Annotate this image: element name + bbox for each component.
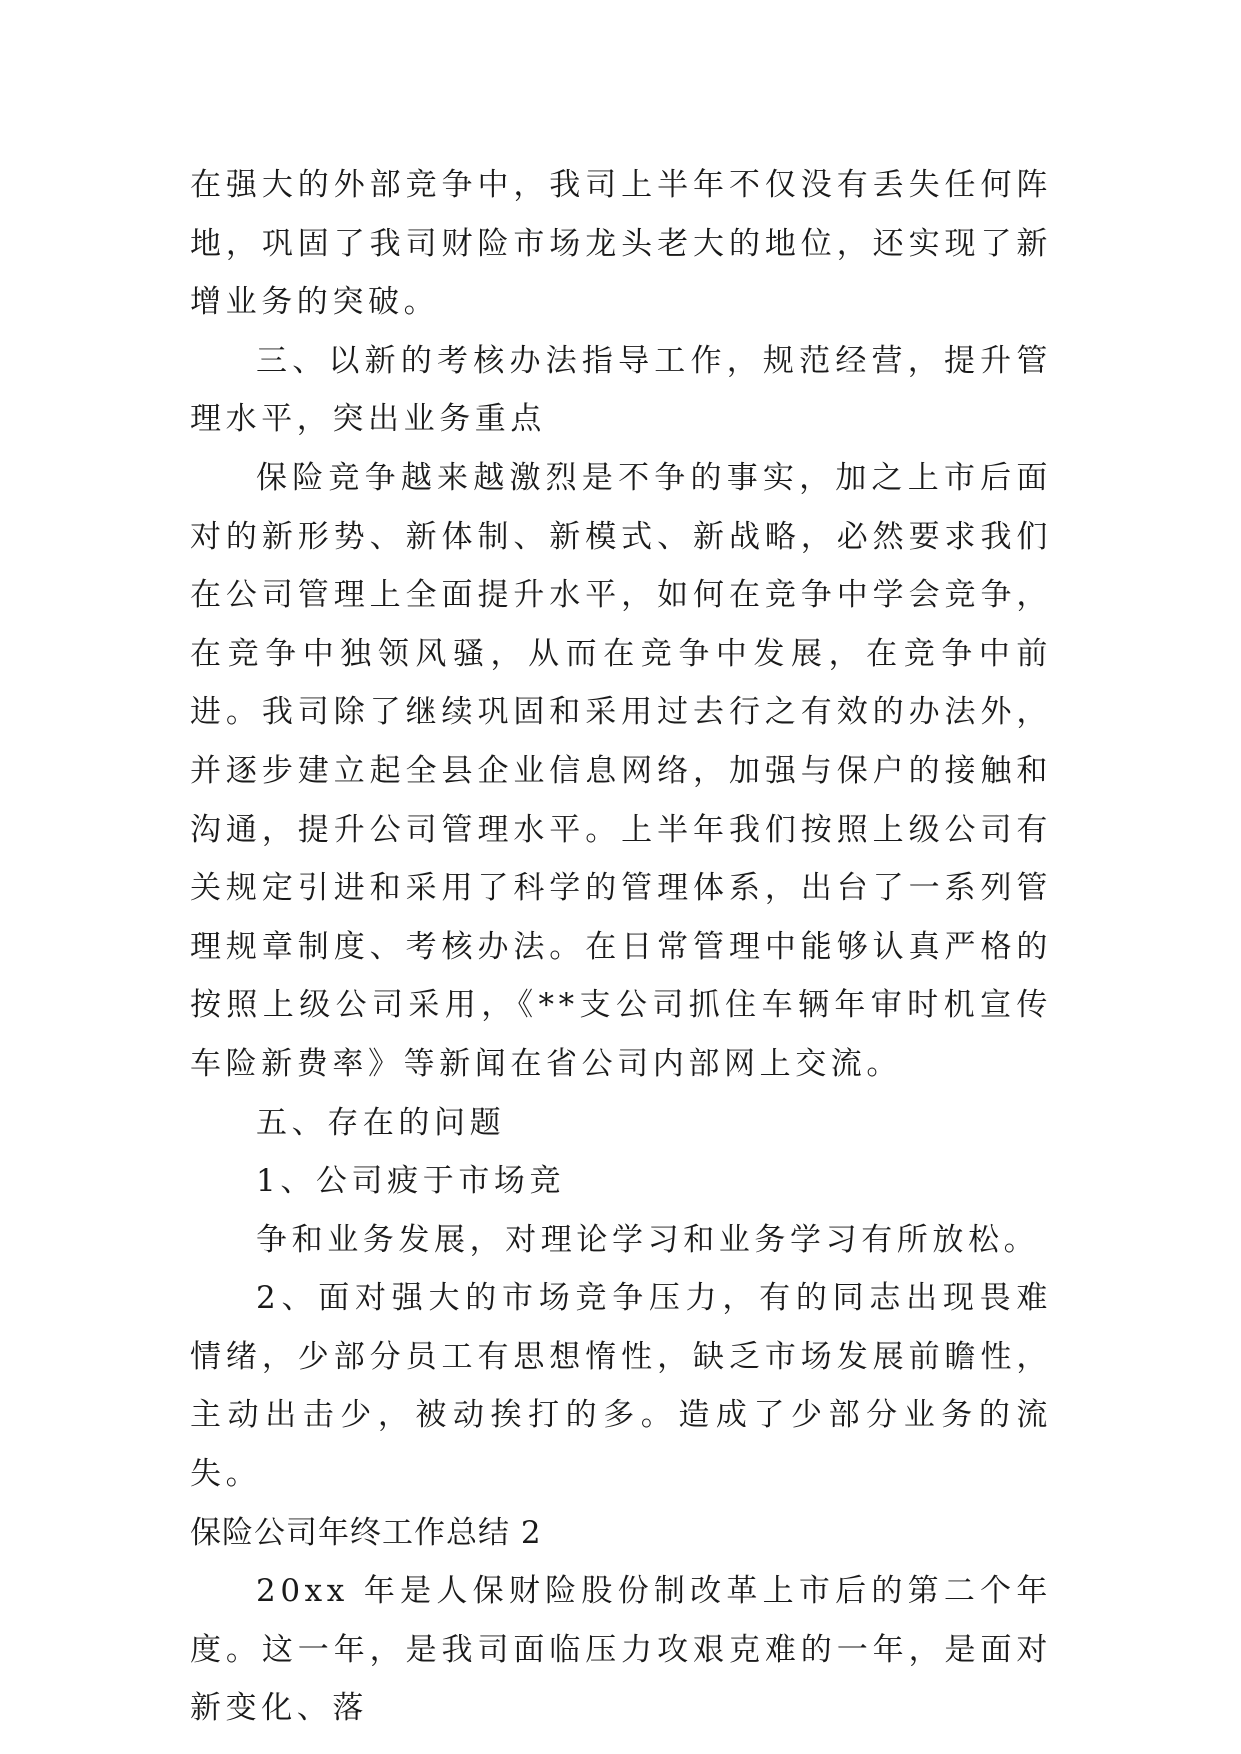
document-body: [190, 156, 1052, 1738]
paragraph-market-position: 在强大的外部竞争中，我司上半年不仅没有丢失任何阵地，巩固了我司财险市场龙头老大的地位，还实现了新增业务的突破。: [190, 167, 1052, 321]
section-title: 保险公司年终工作总结 2: [190, 1514, 542, 1551]
heading-section-three: 三、以新的考核办法指导工作，规范经营，提升管理水平，突出业务重点: [190, 342, 1052, 438]
paragraph-annual-intro: 20xx 年是人保财险股份制改革上市后的第二个年度。这一年，是我司面临压力攻艰克难的一年，是面对新变化、落: [190, 1573, 1052, 1727]
list-item-issue-1-cont: 争和业务发展，对理论学习和业务学习有所放松。: [256, 1221, 1040, 1258]
paragraph-management: 保险竞争越来越激烈是不争的事实，加之上市后面对的新形势、新体制、新模式、新战略，必然要求我们在公司管理上全面提升水平，如何在竞争中学会竞争，在竞争中独领风骚，从而在竞争中发展，在竞争中前进。我司除了继续巩固和采用过去行之有效的办法外，并逐步建立起全县企业信息网络，加强与保户的接触和沟通，提升公司管理水平。上半年我们按照上级公司有关规定引进和采用了科学的管理体系，出台了一系列管理规章制度、考核办法。在日常管理中能够认真严格的按照上级公司采用，《**支公司抓住车辆年审时机宣传车险新费率》等新闻在省公司内部网上交流。: [190, 459, 1052, 1082]
list-item-issue-1-start: 1、公司疲于市场竞: [256, 1163, 566, 1200]
list-item-issue-2: 2、面对强大的市场竞争压力，有的同志出现畏难情绪，少部分员工有思想惰性，缺乏市场发展前瞻性，主动出击少，被动挨打的多。造成了少部分业务的流失。: [190, 1280, 1052, 1493]
heading-section-five: 五、存在的问题: [256, 1104, 506, 1141]
